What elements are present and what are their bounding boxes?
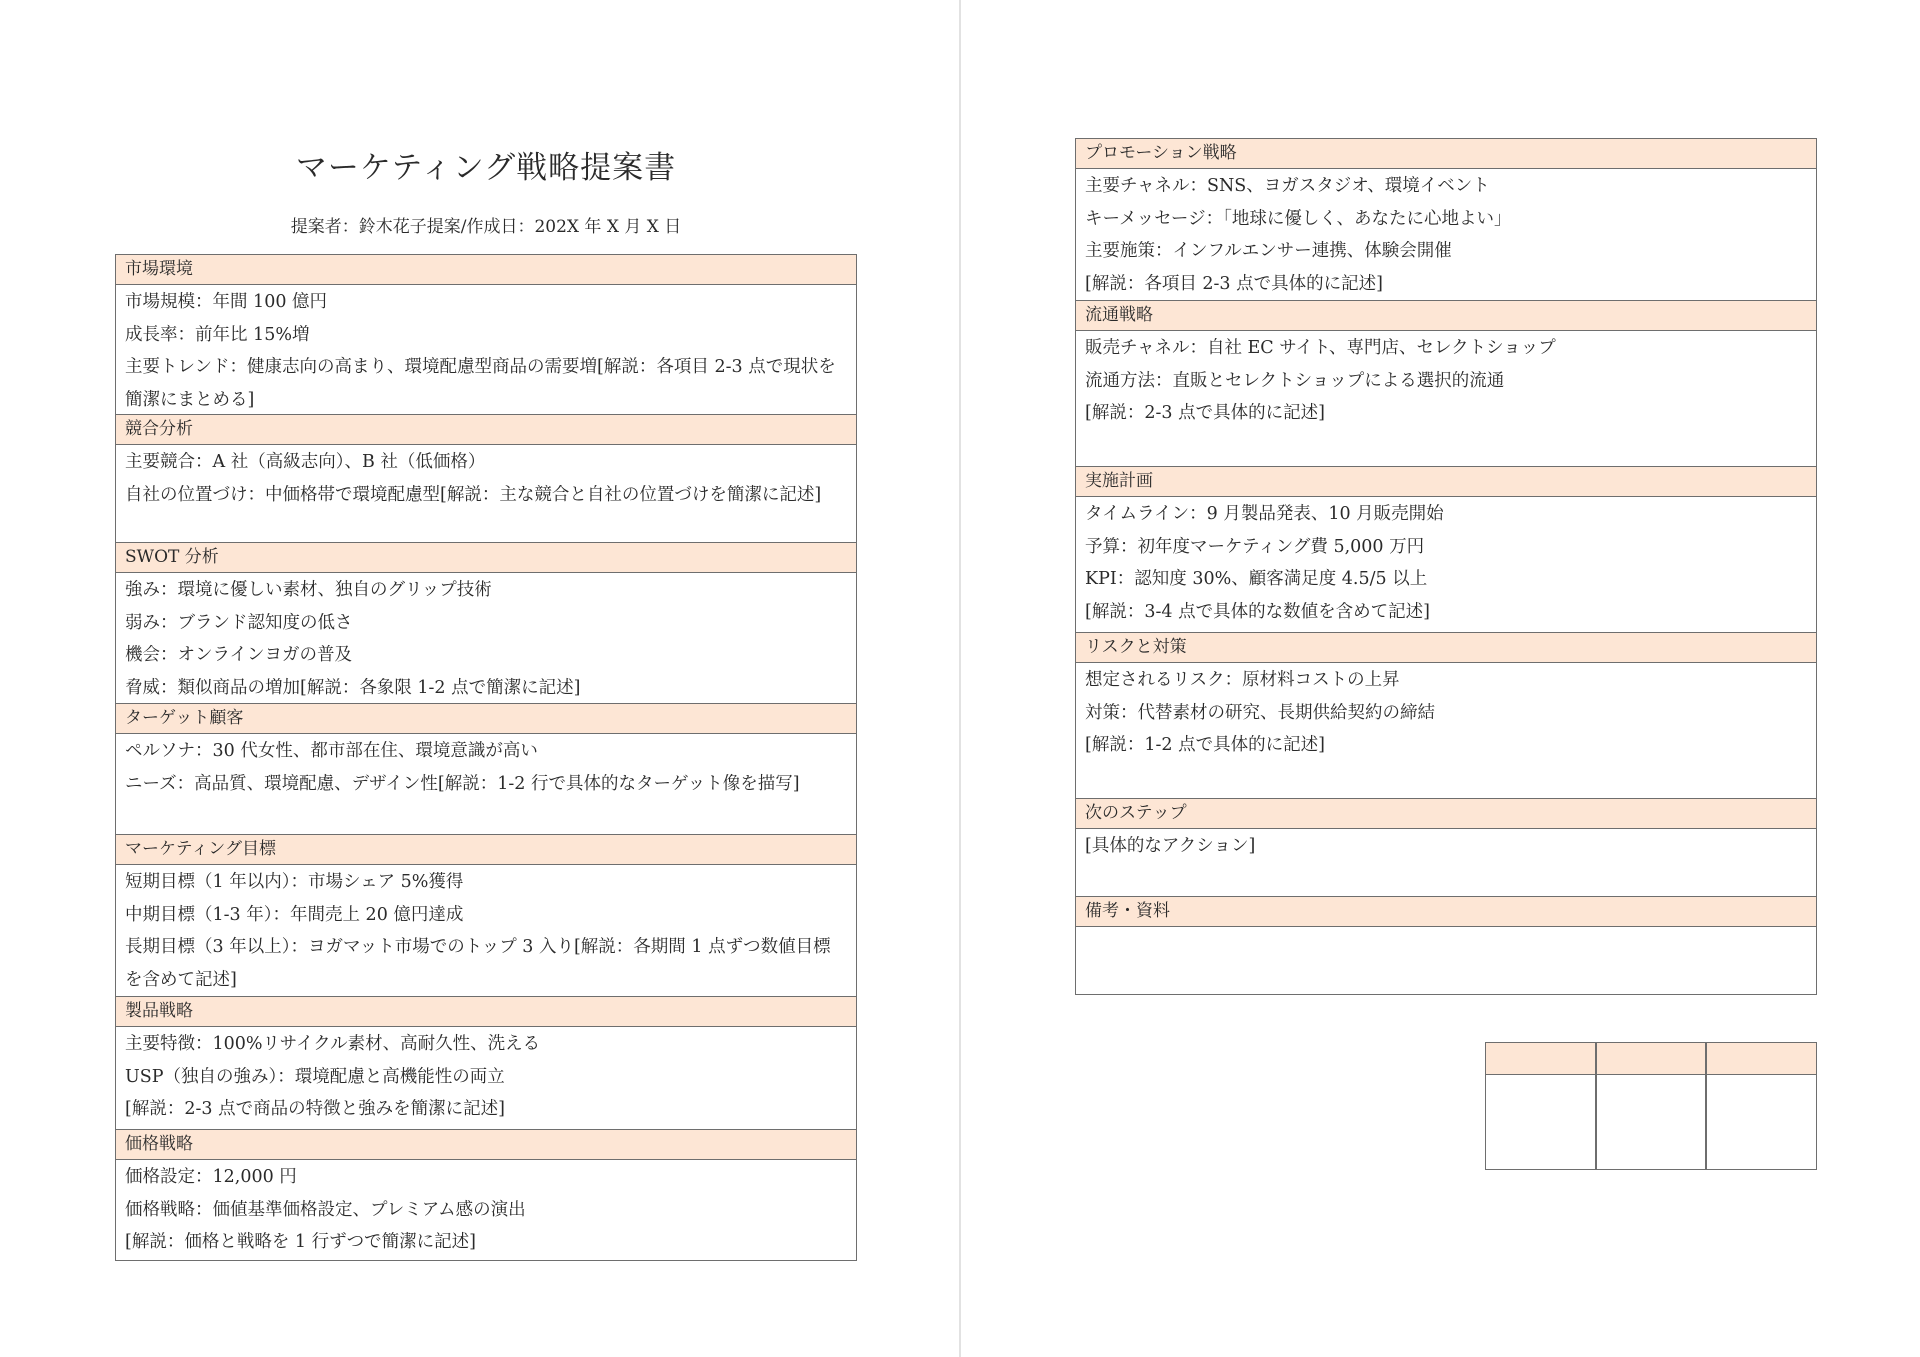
section-swot [115,543,857,704]
section-line: 販売チャネル：自社 EC サイト、専門店、セレクトショップ [1085,338,1556,358]
section-line: KPI：認知度 30%、顧客満足度 4.5/5 以上 [1085,569,1428,589]
section-line: 主要特徴：100%リサイクル素材、高耐久性、洗える [125,1034,541,1054]
section-line: 自社の位置づけ：中価格帯で環境配慮型[解説：主な競合と自社の位置づけを簡潔に記述] [125,484,822,505]
section-head: 競合分析 [116,415,856,445]
section-line: タイムライン：9 月製品発表、10 月販売開始 [1085,504,1444,524]
stamp-box-2 [1596,1042,1706,1170]
section-head: 流通戦略 [1076,301,1816,331]
section-product-strategy [115,997,857,1130]
section-line: [解説：各項目 2-3 点で具体的に記述] [1085,273,1383,294]
section-line: 価格戦略：価値基準価格設定、プレミアム感の演出 [125,1199,526,1220]
section-risks-countermeasures [1075,633,1817,799]
section-marketing-goals [115,835,857,997]
section-head: 次のステップ [1076,799,1816,829]
section-notes-materials [1075,897,1817,995]
section-line: ペルソナ：30 代女性、都市部在住、環境意識が高い [125,741,538,761]
section-head: リスクと対策 [1076,633,1816,663]
section-line: 価格設定：12,000 円 [125,1167,297,1187]
section-line: 弱み：ブランド認知度の低さ [125,612,353,633]
section-line: 機会：オンラインヨガの普及 [125,645,352,665]
section-line: [具体的なアクション] [1085,836,1256,856]
section-line: 主要施策：インフルエンサー連携、体験会開催 [1085,241,1452,261]
stamp-box-header [1597,1042,1705,1075]
stamp-box-3 [1706,1042,1817,1170]
section-line: 主要トレンド：健康志向の高まり、環境配慮型商品の需要増[解説：各項目 2-3 点で現状を簡潔にまとめる] [125,357,836,410]
section-line: 短期目標（1 年以内）：市場シェア 5%獲得 [125,872,464,892]
section-head: 備考・資料 [1076,897,1816,927]
section-head: マーケティング目標 [116,835,856,865]
section-line: 想定されるリスク：原材料コストの上昇 [1085,670,1400,690]
section-line: 長期目標（3 年以上）：ヨガマット市場でのトップ 3 入り[解説：各期間 1 点ずつ数値目標を含めて記述] [125,937,831,990]
section-line: 流通方法：直販とセレクトショップによる選択的流通 [1085,370,1505,391]
left-page [0,0,959,1357]
section-line: 強み：環境に優しい素材、独自のグリップ技術 [125,580,492,600]
section-market-environment [115,254,857,415]
section-head: 価格戦略 [116,1130,856,1160]
section-line: 主要競合：A 社（高級志向）、B 社（低価格） [125,452,486,472]
section-line: [解説：価格と戦略を 1 行ずつで簡潔に記述] [125,1232,476,1252]
stamp-box-header [1486,1042,1595,1075]
section-line: [解説：2-3 点で具体的に記述] [1085,403,1325,423]
section-line: [解説：1-2 点で具体的に記述] [1085,735,1325,755]
section-line: 予算：初年度マーケティング費 5,000 万円 [1085,536,1425,557]
section-competitor-analysis [115,415,857,543]
section-implementation-plan [1075,467,1817,633]
section-line: [解説：2-3 点で商品の特徴と強みを簡潔に記述] [125,1099,505,1119]
section-line: 脅威：類似商品の増加[解説：各象限 1-2 点で簡潔に記述] [125,677,581,698]
section-next-steps [1075,799,1817,897]
section-pricing-strategy [115,1130,857,1261]
section-head: 製品戦略 [116,997,856,1027]
section-line: 対策：代替素材の研究、長期供給契約の締結 [1085,702,1435,723]
section-line: USP（独自の強み）：環境配慮と高機能性の両立 [125,1066,505,1087]
section-head: 実施計画 [1076,467,1816,497]
right-page [961,0,1920,1357]
section-promotion-strategy [1075,138,1817,301]
document-meta: 提案者：鈴木花子提案/作成日：202X 年 X 月 X 日 [290,217,682,237]
stamp-box-header [1707,1042,1816,1075]
section-head: SWOT 分析 [116,543,856,573]
section-line: ニーズ：高品質、環境配慮、デザイン性[解説：1-2 行で具体的なターゲット像を描写] [125,773,800,794]
section-head: プロモーション戦略 [1076,139,1816,169]
section-line: 成長率：前年比 15%増 [125,324,310,345]
section-line: キーメッセージ：「地球に優しく、あなたに心地よい」 [1085,208,1512,229]
stamp-box-1 [1485,1042,1596,1170]
section-line: [解説：3-4 点で具体的な数値を含めて記述] [1085,601,1430,622]
section-line: 主要チャネル：SNS、ヨガスタジオ、環境イベント [1085,176,1490,196]
section-head: 市場環境 [116,255,856,285]
section-line: 中期目標（1-3 年）：年間売上 20 億円達成 [125,904,464,925]
section-line: 市場規模：年間 100 億円 [125,292,328,312]
section-distribution-strategy [1075,301,1817,467]
document-title: マーケティング戦略提案書 [295,150,677,186]
section-target-customer [115,704,857,835]
section-head: ターゲット顧客 [116,704,856,734]
